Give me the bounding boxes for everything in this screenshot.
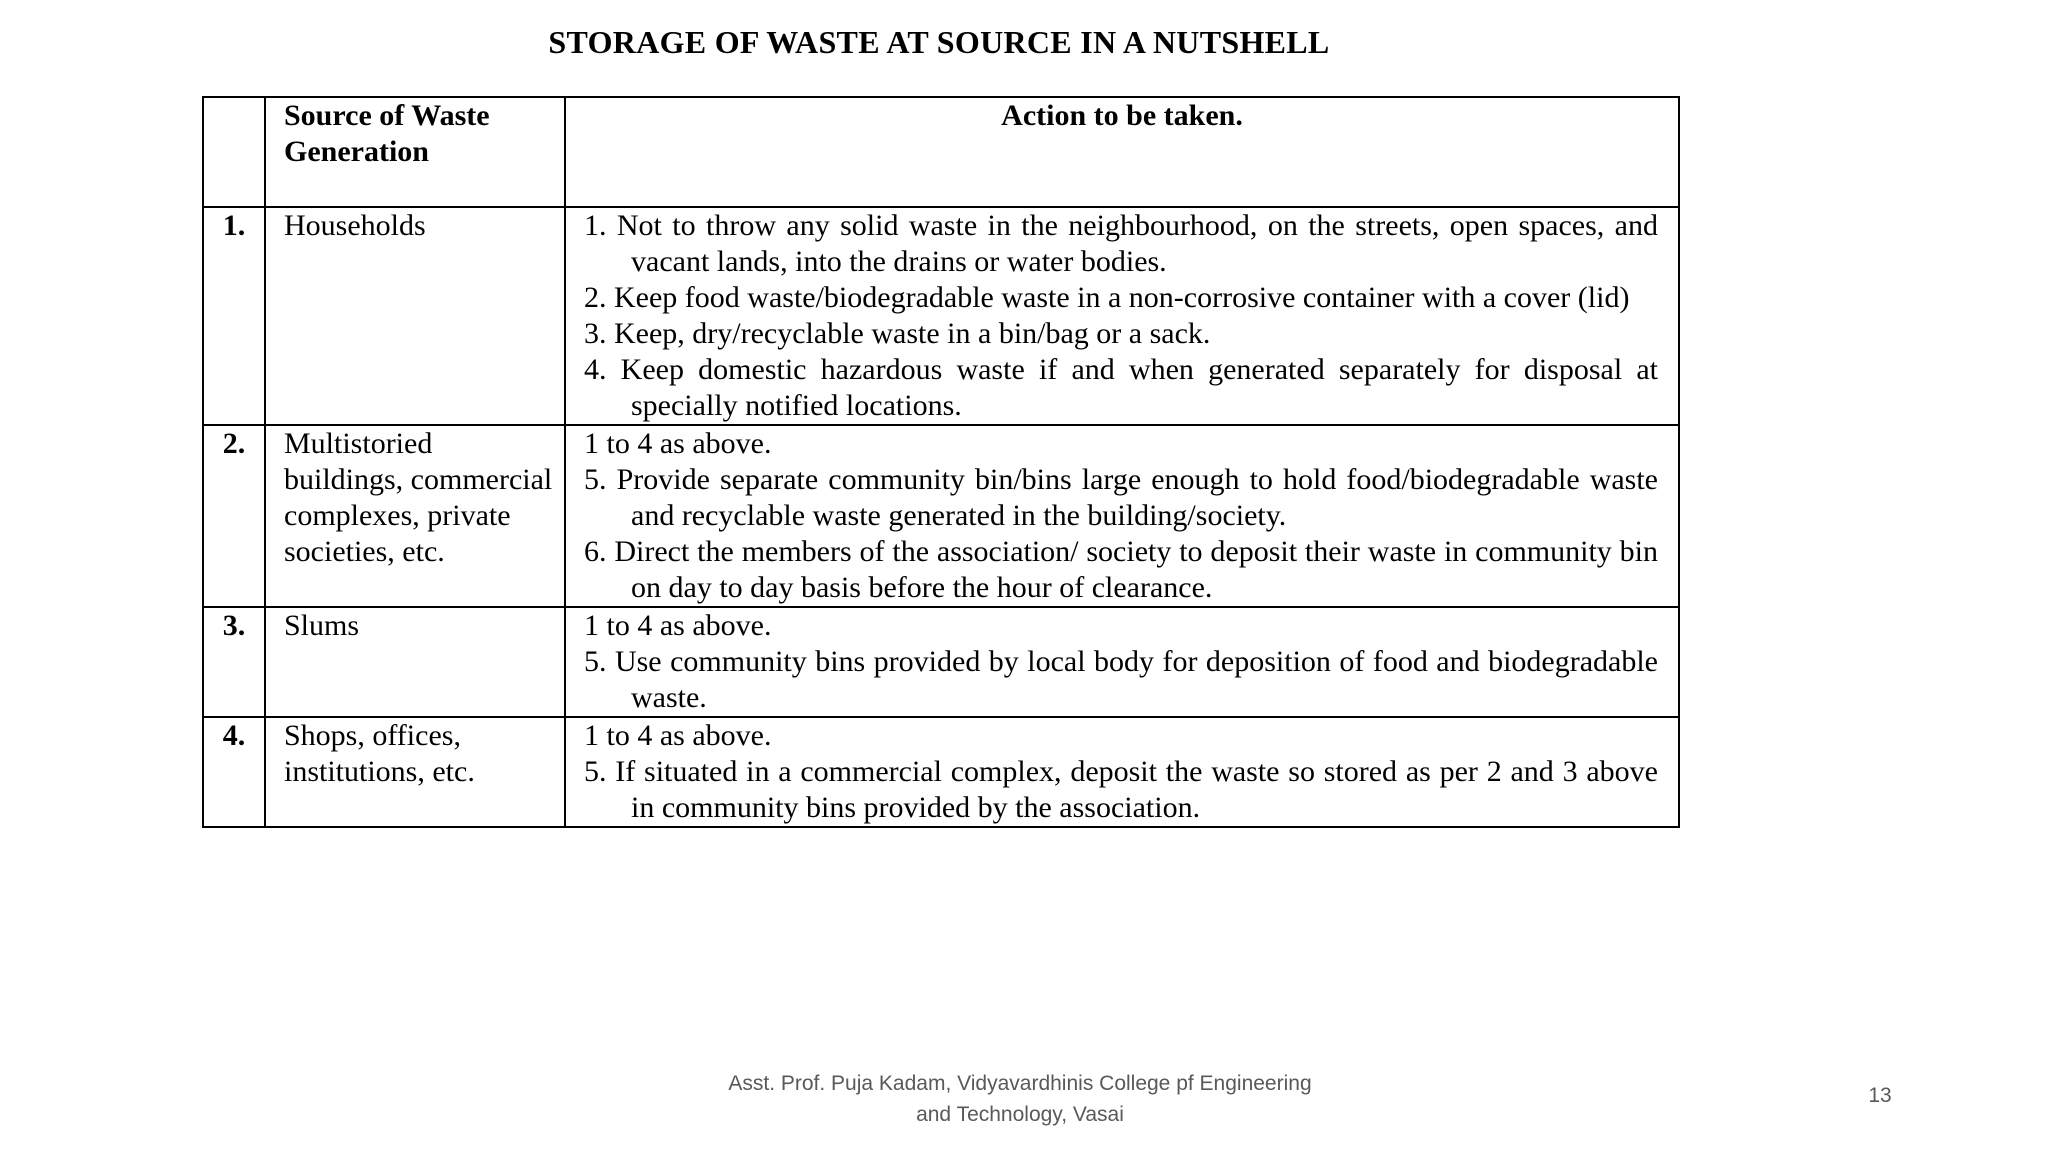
header-source: Source of Waste Generation: [265, 97, 565, 207]
row-actions: [565, 607, 1679, 717]
table-header-row: [203, 97, 1679, 207]
footer-credit-line: and Technology, Vasai: [916, 1103, 1124, 1126]
header-action: Action to be taken.: [565, 97, 1679, 207]
row-source: Shops, offices, institutions, etc.: [265, 717, 565, 827]
page-number: 13: [1868, 1084, 1892, 1107]
row-source: Households: [265, 207, 565, 425]
row-number: 4.: [203, 717, 265, 827]
action-item: 6. Direct the members of the association/ society to deposit their waste in community bin on day to day basis before the hour of clearance.: [584, 535, 1658, 604]
action-item: 1 to 4 as above.: [584, 609, 772, 642]
action-item: 1 to 4 as above.: [584, 719, 772, 752]
footer-credit: [600, 1068, 1440, 1130]
table-row-shops: [203, 717, 1679, 827]
row-number: 2.: [203, 425, 265, 607]
action-item: 1 to 4 as above.: [584, 427, 772, 460]
action-item: 2. Keep food waste/biodegradable waste in a non-corrosive container with a cover (lid): [584, 281, 1630, 314]
header-number: [203, 97, 265, 207]
table-row-multistoried: [203, 425, 1679, 607]
table-row-households: [203, 207, 1679, 425]
row-actions: [565, 717, 1679, 827]
row-actions: [565, 207, 1679, 425]
action-item: 4. Keep domestic hazardous waste if and when generated separately for disposal at specially notified locations.: [584, 353, 1658, 422]
action-item: 5. If situated in a commercial complex, deposit the waste so stored as per 2 and 3 above in community bins provided by the association.: [584, 755, 1658, 824]
row-number: 1.: [203, 207, 265, 425]
waste-storage-table: [202, 96, 1680, 828]
action-item: 5. Provide separate community bin/bins large enough to hold food/biodegradable waste and recyclable waste generated in the building/society.: [584, 463, 1658, 532]
row-source: Slums: [265, 607, 565, 717]
action-item: 3. Keep, dry/recyclable waste in a bin/bag or a sack.: [584, 317, 1211, 350]
action-item: 5. Use community bins provided by local body for deposition of food and biodegradable waste.: [584, 645, 1658, 714]
footer-credit-line: Asst. Prof. Puja Kadam, Vidyavardhinis College pf Engineering: [728, 1072, 1312, 1095]
row-number: 3.: [203, 607, 265, 717]
row-actions: [565, 425, 1679, 607]
table-row-slums: [203, 607, 1679, 717]
row-source: Multistoried buildings, commercial complexes, private societies, etc.: [265, 425, 565, 607]
slide-title: STORAGE OF WASTE AT SOURCE IN A NUTSHELL: [548, 24, 1330, 60]
action-item: 1. Not to throw any solid waste in the neighbourhood, on the streets, open spaces, and vacant lands, into the drains or water bodies.: [584, 209, 1658, 278]
